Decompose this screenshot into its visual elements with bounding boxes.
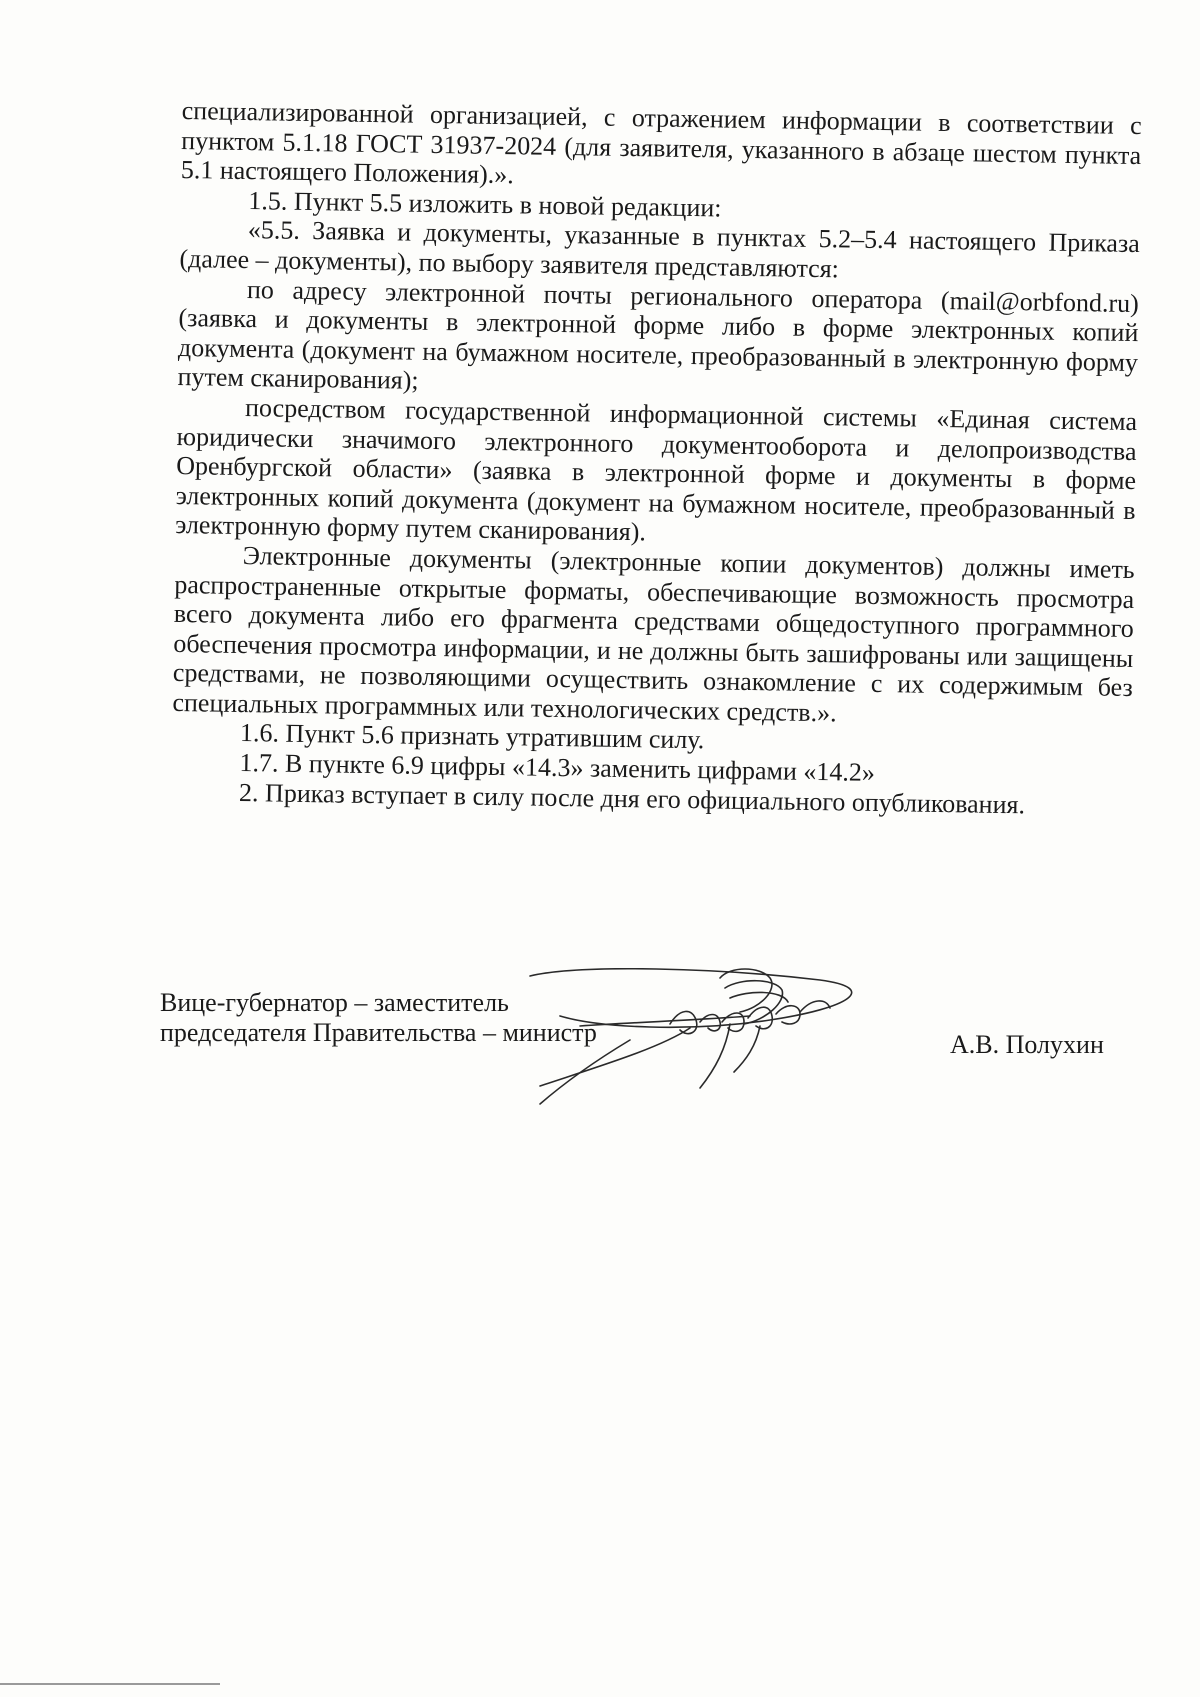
paragraph-item-1-7: 1.7. В пункте 6.9 цифры «14.3» заменить цифрами «14.2» [239,748,876,788]
paragraph-electronic-documents: Электронные документы (электронные копии документов) должны иметь распространенные открытые форматы, обеспечивающие возможность просмотра всего документа либо его фрагмента средствами общедоступного программного обеспечения просмотра информации, и не должны быть зашифрованы или защищены средствами, не позволяющими осуществить ознакомление с их содержимым без специальных программных или технологических средств.». [172,540,1135,728]
bottom-divider [0,1683,220,1685]
signer-name: А.В. Полухин [950,1030,1104,1059]
paragraph-email-option: по адресу электронной почты регионального оператора (mail@orbfond.ru) (заявка и документы в электронной форме либо в форме электронных копий документа (документ на бумажном носителе, преобразованный в электронную форму путем сканирования); [177,274,1140,396]
paragraph-item-1-6: 1.6. Пункт 5.6 признать утратившим силу. [239,718,705,755]
signer-position-line-2: председателя Правительства – министр [160,1018,597,1047]
signer-position-line-1: Вице-губернатор – заместитель [160,988,509,1017]
paragraph-gis-option: посредством государственной информационной системы «Единая система юридически значимого электронного документооборота и делопроизводства Оренбургской области» (заявка в электронной форме и документы в форме электронных копий документа (документ на бумажном носителе, преобразованный в электронную форму путем сканирования). [175,392,1138,547]
paragraph-item-1-5: 1.5. Пункт 5.5 изложить в новой редакции: [248,185,722,223]
paragraph-continuation: специализированной организацией, с отражением информации в соответствии с пунктом 5.1.18 ГОСТ 31937-2024 (для заявителя, указанного в абзаце шестом пункта 5.1 настоящего Положения).». [180,96,1142,190]
document-body [171,96,1142,821]
paragraph-item-2: 2. Приказ вступает в силу после дня его официального опубликования. [238,777,1026,819]
handwritten-signature-icon [520,968,940,1118]
paragraph-item-5-5: «5.5. Заявка и документы, указанные в пунктах 5.2–5.4 настоящего Приказа (далее – документы), по выбору заявителя представляются: [179,215,1141,284]
